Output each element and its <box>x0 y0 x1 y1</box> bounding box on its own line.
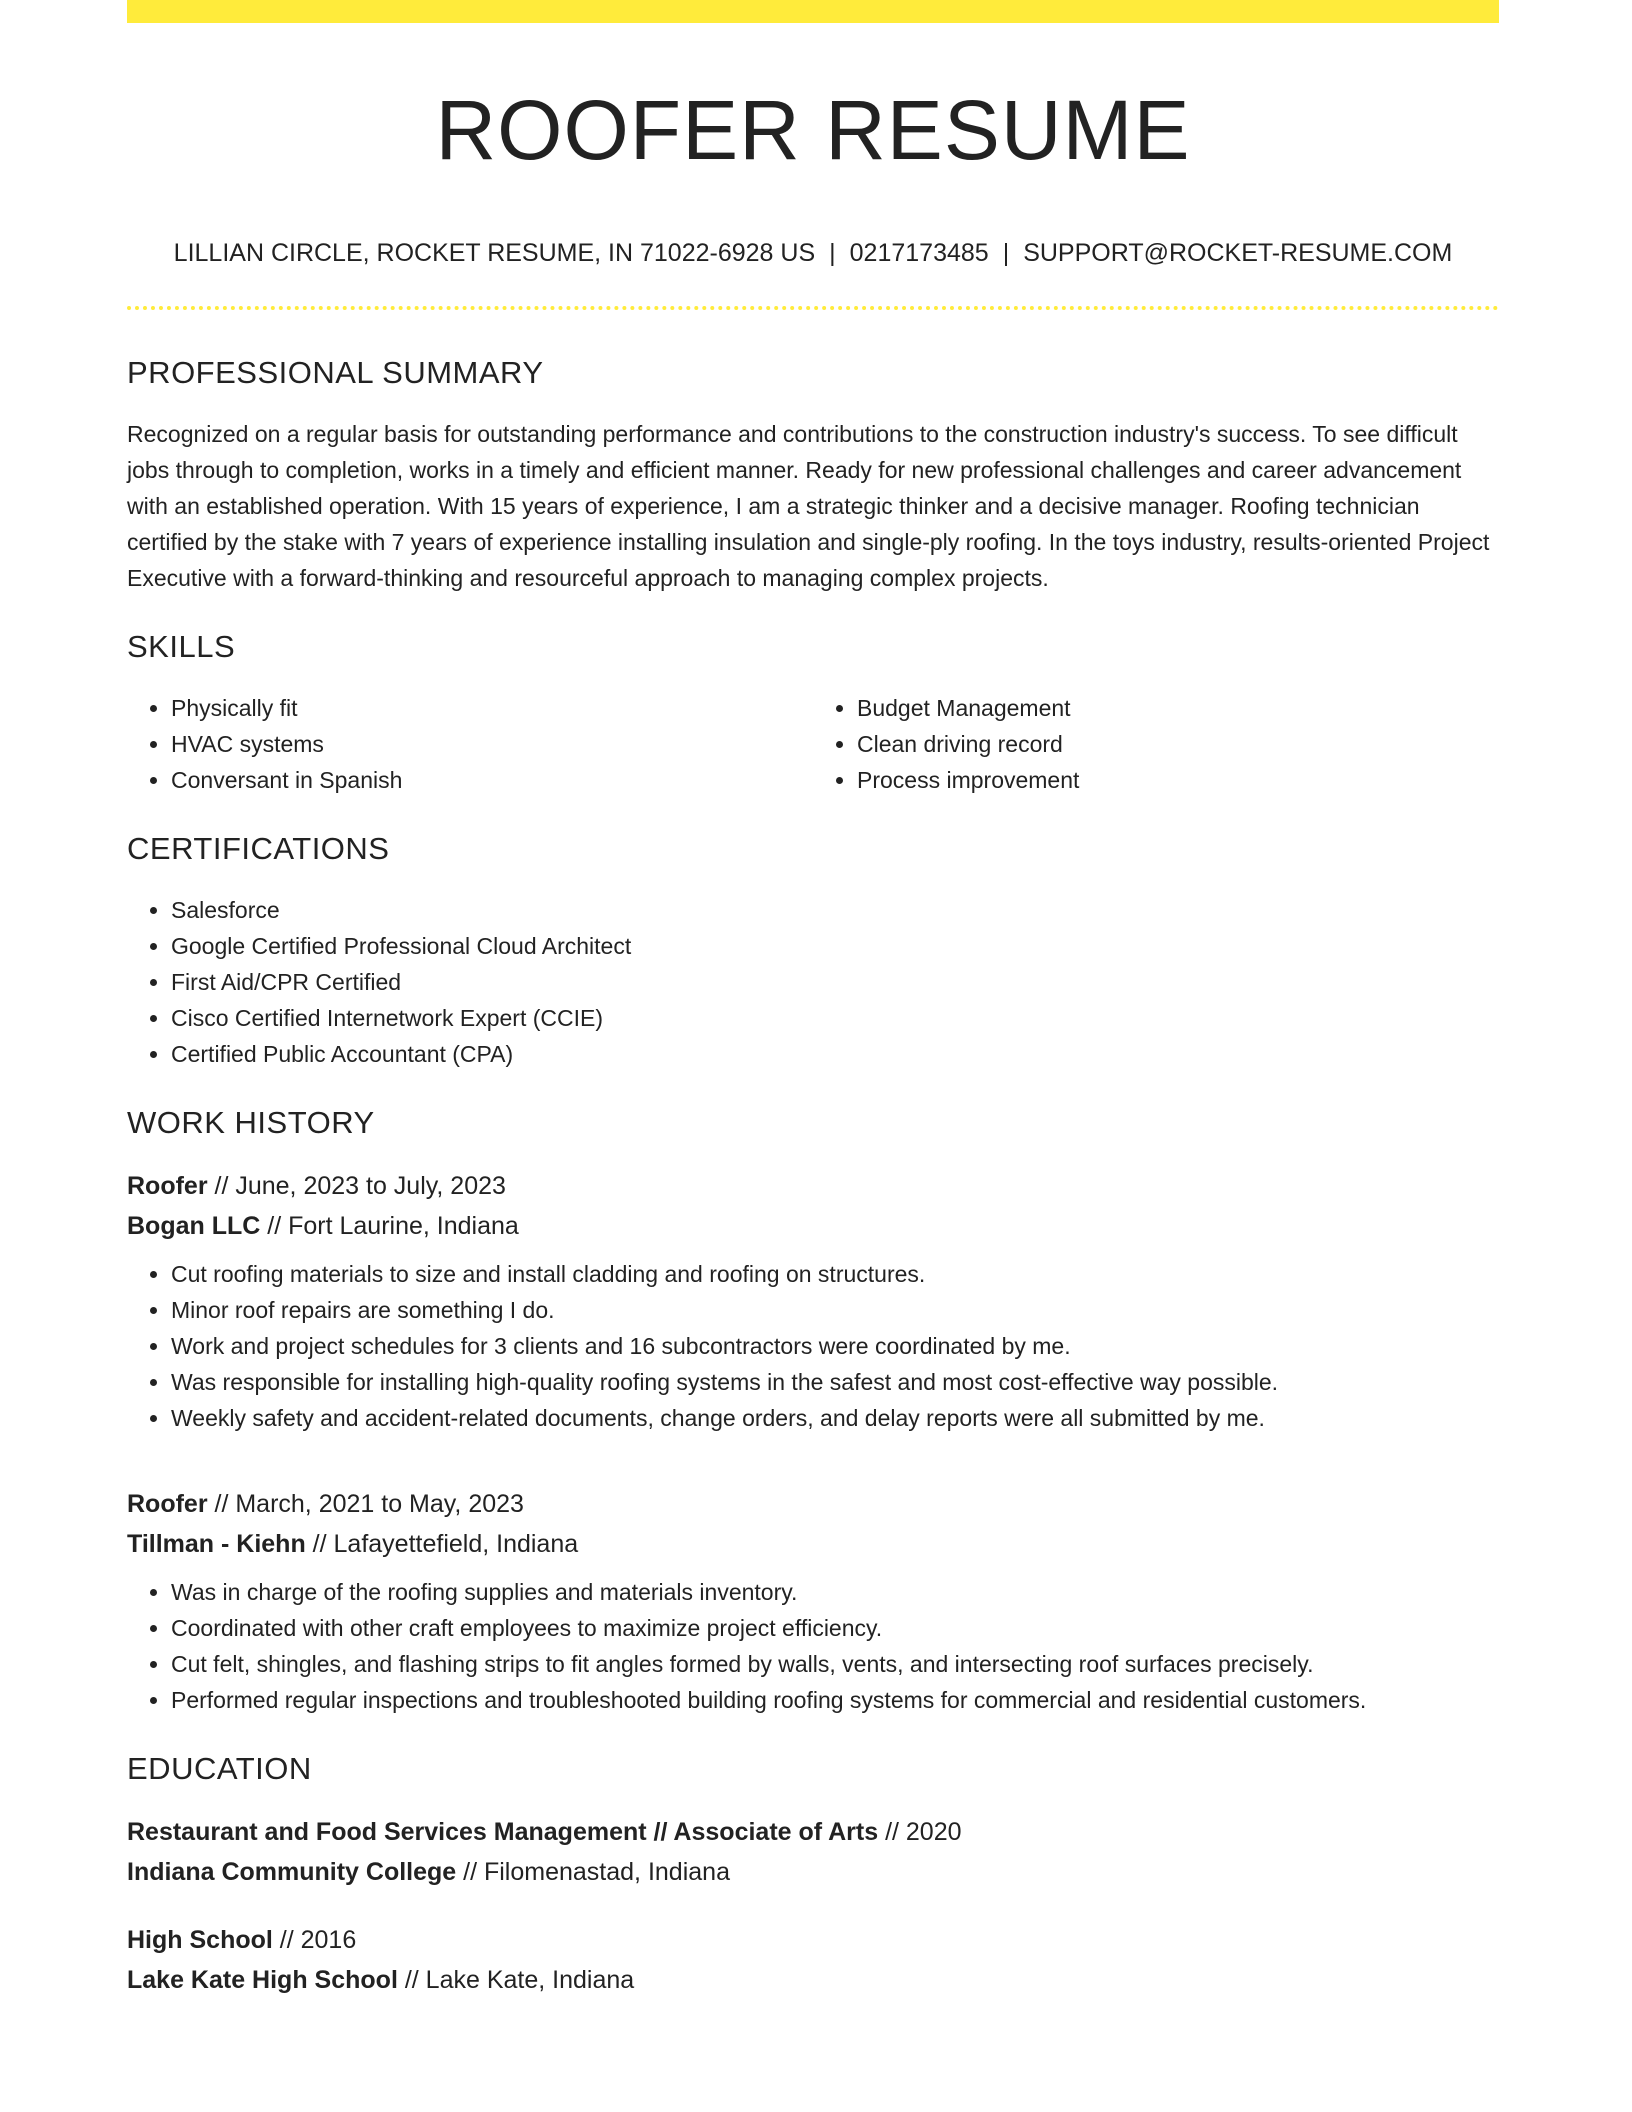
education-section <box>127 1748 1499 2000</box>
job-entry <box>127 1166 1499 1436</box>
contact-email: SUPPORT@ROCKET-RESUME.COM <box>1023 239 1453 267</box>
job-company-line <box>127 1206 1499 1246</box>
skill-item: • Conversant in Spanish <box>171 762 813 798</box>
summary-section <box>127 352 1499 596</box>
skill-item: • Budget Management <box>857 690 1499 726</box>
job-duty-item: • Work and project schedules for 3 clients and 16 subcontractors were coordinated by me. <box>171 1328 1499 1364</box>
job-duty-item: • Was responsible for installing high-quality roofing systems in the safest and most cost-effective way possible. <box>171 1364 1499 1400</box>
certification-item: • Salesforce <box>171 892 1499 928</box>
job-duty-item: • Cut roofing materials to size and install cladding and roofing on structures. <box>171 1256 1499 1292</box>
job-duty-item: • Coordinated with other craft employees to maximize project efficiency. <box>171 1610 1499 1646</box>
accent-top-bar <box>127 0 1499 23</box>
certification-item: • Certified Public Accountant (CPA) <box>171 1036 1499 1072</box>
skills-heading: SKILLS <box>127 629 236 664</box>
education-entry <box>127 1812 1499 1892</box>
job-company: Bogan LLC <box>127 1212 261 1240</box>
job-duty-item: • Minor roof repairs are something I do. <box>171 1292 1499 1328</box>
education-school: Lake Kate High School <box>127 1966 398 1994</box>
job-spacer <box>127 1466 1499 1484</box>
job-title-line <box>127 1484 1499 1524</box>
job-entry <box>127 1484 1499 1718</box>
job-dates: // March, 2021 to May, 2023 <box>207 1490 524 1518</box>
education-degree-line <box>127 1812 1499 1852</box>
education-location: // Lake Kate, Indiana <box>397 1966 635 1994</box>
job-title: Roofer <box>127 1172 208 1200</box>
job-title-line <box>127 1166 1499 1206</box>
contact-line <box>127 236 1499 270</box>
education-school-line <box>127 1960 1499 2000</box>
job-dates: // June, 2023 to July, 2023 <box>207 1172 506 1200</box>
skill-item: • Physically fit <box>171 690 813 726</box>
skills-section <box>127 626 1499 798</box>
education-degree: High School <box>127 1926 273 1954</box>
certification-item: • Google Certified Professional Cloud Architect <box>171 928 1499 964</box>
education-year: // 2020 <box>878 1818 962 1846</box>
job-company: Tillman - Kiehn <box>127 1530 306 1558</box>
job-duty-item: • Weekly safety and accident-related documents, change orders, and delay reports were all submitted by me. <box>171 1400 1499 1436</box>
education-degree-line <box>127 1920 1499 1960</box>
job-company-line <box>127 1524 1499 1564</box>
work-history-section <box>127 1102 1499 1718</box>
education-entry <box>127 1920 1499 2000</box>
job-duty-item: • Performed regular inspections and troubleshooted building roofing systems for commercial and residential customers. <box>171 1682 1499 1718</box>
skill-item: • HVAC systems <box>171 726 813 762</box>
job-duties-list <box>127 1574 1499 1718</box>
certifications-heading: CERTIFICATIONS <box>127 831 390 866</box>
summary-text: Recognized on a regular basis for outstanding performance and contributions to the construction industry's success. To see difficult jobs through to completion, works in a timely and efficient manner. Ready for new professional challenges and career advancement with an established operation. With 15 years of experience, I am a strategic thinker and a decisive manager. Roofing technician certified by the stake with 7 years of experience installing insulation and single-ply roofing. In the toys industry, results-oriented Project Executive with a forward-thinking and resourceful approach to managing complex projects. <box>127 421 1490 591</box>
education-year: // 2016 <box>272 1926 357 1954</box>
job-duty-item: • Cut felt, shingles, and flashing strips to fit angles formed by walls, vents, and intersecting roof surfaces precisely. <box>171 1646 1499 1682</box>
certification-item: • First Aid/CPR Certified <box>171 964 1499 1000</box>
certifications-list <box>127 892 1499 1072</box>
education-heading: EDUCATION <box>127 1751 312 1786</box>
work-history-heading: WORK HISTORY <box>127 1105 375 1140</box>
job-location: // Fort Laurine, Indiana <box>260 1212 519 1240</box>
contact-separator: | <box>1002 239 1010 267</box>
job-title: Roofer <box>127 1490 208 1518</box>
skill-item: • Clean driving record <box>857 726 1499 762</box>
certification-item: • Cisco Certified Internetwork Expert (CCIE) <box>171 1000 1499 1036</box>
job-location: // Lafayettefield, Indiana <box>305 1530 579 1558</box>
education-school-line <box>127 1852 1499 1892</box>
contact-address: LILLIAN CIRCLE, ROCKET RESUME, IN 71022-6928 US <box>173 239 816 267</box>
education-school: Indiana Community College <box>127 1858 457 1886</box>
skills-list-right <box>813 690 1499 798</box>
resume-body <box>127 352 1499 2028</box>
skill-item: • Process improvement <box>857 762 1499 798</box>
job-duty-item: • Was in charge of the roofing supplies and materials inventory. <box>171 1574 1499 1610</box>
job-duties-list <box>127 1256 1499 1436</box>
certifications-section <box>127 828 1499 1072</box>
education-location: // Filomenastad, Indiana <box>456 1858 730 1886</box>
education-degree: Restaurant and Food Services Management // Associate of Arts <box>127 1818 879 1846</box>
skills-grid <box>127 690 1499 798</box>
skills-list-left <box>127 690 813 798</box>
page-title: ROOFER RESUME <box>435 83 1191 177</box>
contact-phone: 0217173485 <box>849 239 989 267</box>
summary-heading: PROFESSIONAL SUMMARY <box>127 355 544 390</box>
contact-separator: | <box>829 239 836 267</box>
header-divider <box>127 306 1499 310</box>
